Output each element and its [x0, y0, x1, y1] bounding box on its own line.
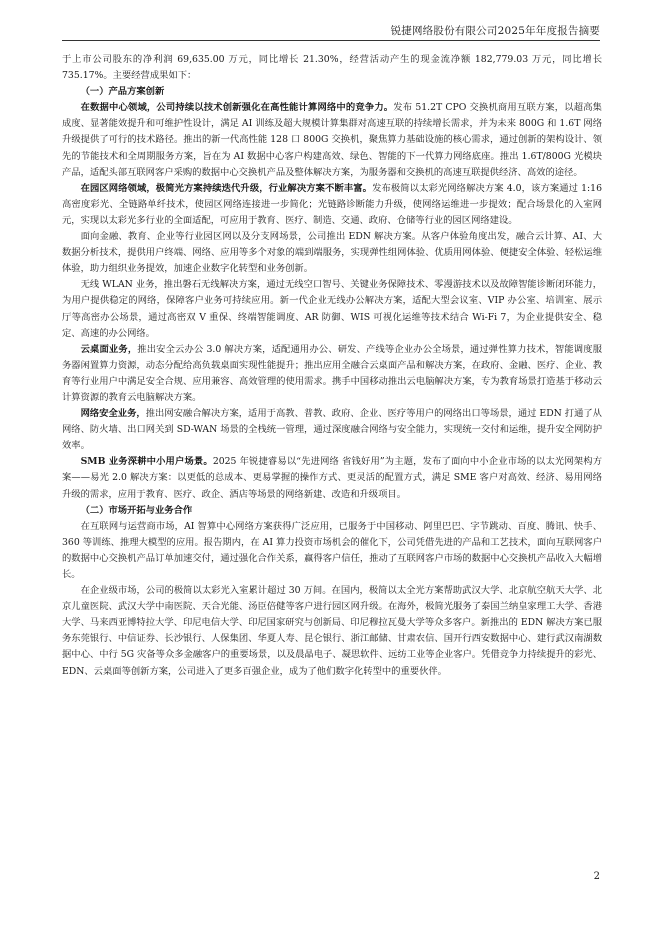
- lead-cloud-desktop: 云桌面业务，: [80, 343, 138, 355]
- lead-campus: 在园区网络领域，极简光方案持续迭代升级，行业解决方案不断丰富。: [80, 182, 373, 194]
- section-heading-market: （二）市场开拓与业务合作: [80, 504, 193, 516]
- report-title: 锐捷网络股份有限公司2025年年度报告摘要: [390, 25, 600, 37]
- paragraph-edn: 面向金融、教育、企业等行业园区网以及分支网场景，公司推出 EDN 解决方案。从客户体验角度出发，融合云计算、AI、大数据分析技术，提供用户终端、网络、应用等多个对象的端到端服务，实现弹性组网体验、优质用网体验、便捷安全体验、轻松运维体验，助力组织业务提效，加速企业数字化转型和业务创新。: [62, 231, 602, 275]
- page-number: 2: [593, 871, 600, 882]
- paragraph-wlan: 无线 WLAN 业务，推出磐石无线解决方案，通过无线空口智号、关键业务保障技术、零漫游技术以及故障智能诊断闭环能力，为用户提供稳定的网络，保障客户业务可持续应用。新一代企业无线办公解决方案，适配大型会议室、VIP 办公室、培训室、展示厅等高密办公场景，通过高密双 V 重保、终端智能调度、AR 防御、WIS 可视化运维等技术结合 Wi-Fi 7，为企业提供安全、稳定、高速的办公网络。: [62, 279, 602, 339]
- lead-smb: SMB 业务深耕中小用户场景。: [80, 456, 213, 468]
- section-heading-product: （一）产品方案创新: [80, 86, 165, 98]
- paragraph-enterprise-market: 在企业级市场，公司的极简以太彩光入室累计超过 30 万间。在国内，极简以太全光方案帮助武汉大学、北京航空航天大学、北京儿童医院、武汉大学中南医院、天合光能、汤臣倍健等客户进行园区网升级。在海外，极简光服务了泰国兰纳皇家理工大学、香港大学、马来西亚博特拉大学、印尼电信大学、印尼国家研究与创新局、印尼穆拉瓦曼大学等众多客户。新推出的 EDN 解决方案已服务东莞银行、中信证券、长沙银行、人保集团、华夏人寿、昆仑银行、浙江邮储、甘肃农信、国开行西安数据中心、建行武汉南湖数据中心、中行 5G 灾备等众多金融客户的重要场景，以及晨晶电子、凝思软件、远纺工业等企业客户。凭借竞争力持续提升的彩光、EDN、云桌面等创新方案，公司进入了更多百强企业，成为了他们数字化转型中的重要伙伴。: [62, 585, 602, 677]
- paragraph-internet-market: 在互联网与运营商市场，AI 智算中心网络方案获得广泛应用，已服务于中国移动、阿里巴巴、字节跳动、百度、腾讯、快手、360 等训练、推理大模型的应用。报告期内，在 AI 算力投资市场机会的催化下，公司凭借先进的产品和工艺技术，面向互联网客户的数据中心交换机产品订单加速交付，通过强化合作关系，赢得客户信任，推动了互联网客户市场的数据中心交换机产品收入大幅增长。: [62, 520, 602, 580]
- paragraph-datacenter: 在数据中心领域，公司持续以技术创新强化在高性能计算网络中的竞争力。发布 51.2T CPO 交换机商用互联方案，以超高集成度、显著能效提升和可维护性设计，满足 AI 训练及超大规模计算集群对高速互联的持续增长需求，并为未来 800G 和 1.6T 网络升级提供了可行的技术路径。推出的新一代高性能 128 口 800G 交换机，聚焦算力基础设施的核心需求，通过创新的架构设计、领先的节能技术和全周期服务方案，旨在为 AI 数据中心客户构建高效、绿色、智能的下一代算力网络底座。推出 1.6T/800G 光模块产品，适配头部互联网客户采购的数据中心交换机产品及整体解决方案，为服务器和交换机的高速互联提供经济、高效的途径。: [62, 102, 602, 178]
- lead-security: 网络安全业务，: [80, 408, 146, 420]
- paragraph-campus: 在园区网络领域，极简光方案持续迭代升级，行业解决方案不断丰富。发布极简以太彩光网络解决方案 4.0，该方案通过 1:16 高密度彩光、全链路单纤技术，使园区网络连接进一步简化；光链路诊断能力升级，使网络运维进一步提效；配合场景化的入室网元，实现以太彩光多行业的全面适配，可应用于教育、医疗、制造、交通、政府、仓储等行业的园区网络建设。: [62, 182, 602, 226]
- document-body: [62, 52, 602, 680]
- page-header: [62, 22, 600, 41]
- paragraph-smb: SMB 业务深耕中小用户场景。2025 年锐捷睿易以“先进网络 省钱好用”为主题，发布了面向中小企业市场的以太光网架构方案——易光 2.0 解决方案：以更低的总成本、更易掌握的操作方式、更灵活的配置方式，满足 SME 客户对高效、经济、易用网络升级的需求，应用于教育、医疗、政企、酒店等场景的网络新建、改造和升级项目。: [62, 456, 603, 500]
- paragraph-security: 网络安全业务，推出网安融合解决方案，适用于高教、普教、政府、企业、医疗等用户的网络出口等场景，通过 EDN 打通了从网络、防火墙、出口网关到 SD-WAN 场景的全栈统一管理，通过深度融合网络与安全能力，实现统一交付和运维，提升安全网防护效率。: [62, 408, 602, 452]
- lead-datacenter: 在数据中心领域，公司持续以技术创新强化在高性能计算网络中的竞争力。: [80, 102, 394, 114]
- paragraph-cloud-desktop: 云桌面业务，推出安全云办公 3.0 解决方案，适配通用办公、研发、产线等企业办公全场景，通过弹性算力技术，智能调度服务器闲置算力资源，动态分配给高负载桌面实现性能提升；推出应用全融合云桌面产品和解决方案，在政府、金融、医疗、企业、教育等行业用户中满足安全合规、应用兼容、高效管理的使用需求。携手中国移动推出云电脑解决方案，专为教育场景打造基于移动云计算资源的教育云电脑解决方案。: [62, 343, 602, 403]
- intro-paragraph: 于上市公司股东的净利润 69,635.00 万元，同比增长 21.30%，经营活动产生的现金流净额 182,779.03 万元，同比增长 735.17%。主要经营成果如下：: [62, 54, 602, 82]
